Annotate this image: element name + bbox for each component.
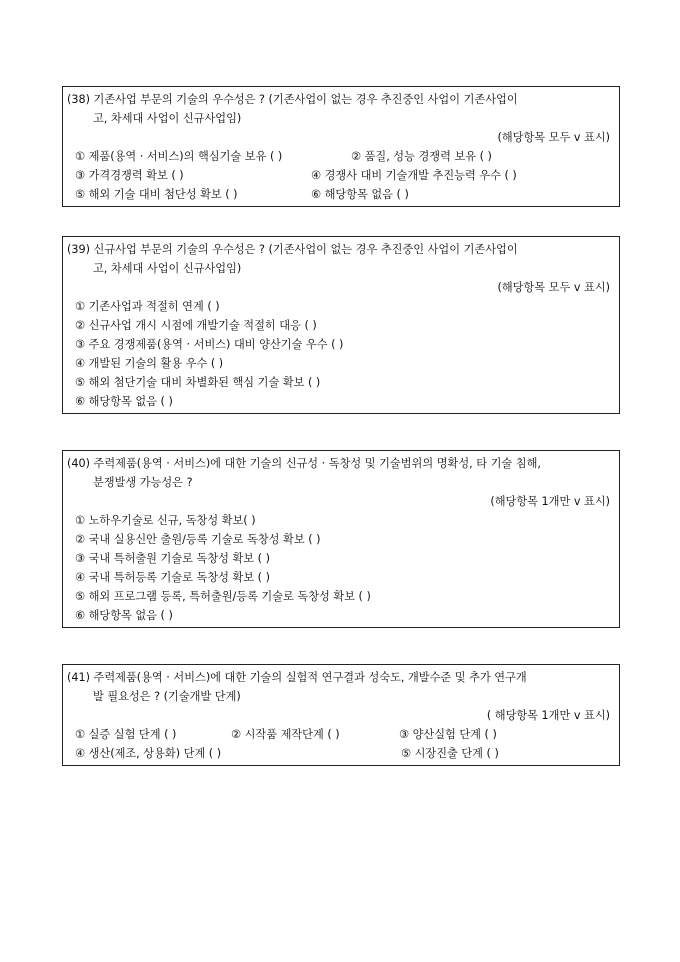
question-38-option-row bbox=[67, 166, 614, 185]
question-41-instruction: ( 해당항목 1개만 v 표시) bbox=[486, 709, 610, 722]
q40-option-5[interactable]: ⑤ 해외 프로그램 등록, 특허출원/등록 기술로 독창성 확보 ( ) bbox=[75, 590, 371, 603]
question-38-box bbox=[62, 86, 620, 207]
question-41-text-cont: 발 필요성은 ? (기술개발 단계) bbox=[93, 690, 241, 703]
question-40-instruction: (해당항목 1개만 v 표시) bbox=[490, 495, 610, 508]
q40-option-2[interactable]: ② 국내 실용신안 출원/등록 기술로 독창성 확보 ( ) bbox=[75, 533, 321, 546]
question-40-text: (40) 주력제품(용역 · 서비스)에 대한 기술의 신규성 · 독창성 및 기술범위의 명확성, 타 기술 침해, bbox=[67, 457, 541, 470]
q39-option-2[interactable]: ② 신규사업 개시 시점에 개발기술 적절히 대응 ( ) bbox=[75, 319, 317, 332]
question-41-box bbox=[62, 664, 620, 766]
q38-option-3[interactable]: ③ 가격경쟁력 확보 ( ) bbox=[75, 169, 184, 182]
q38-option-4[interactable]: ④ 경쟁사 대비 기술개발 추진능력 우수 ( ) bbox=[311, 169, 517, 182]
q38-option-5[interactable]: ⑤ 해외 기술 대비 첨단성 확보 ( ) bbox=[75, 188, 238, 201]
question-41-option-row bbox=[67, 725, 614, 744]
question-38-text-cont: 고, 차세대 사업이 신규사업임) bbox=[93, 112, 242, 125]
q40-option-3[interactable]: ③ 국내 특허출원 기술로 독창성 확보 ( ) bbox=[75, 552, 270, 565]
question-41-option-row bbox=[67, 744, 614, 763]
question-40-box bbox=[62, 450, 620, 628]
q39-option-4[interactable]: ④ 개발된 기술의 활용 우수 ( ) bbox=[75, 357, 224, 370]
q39-option-6[interactable]: ⑥ 해당항목 없음 ( ) bbox=[75, 395, 173, 408]
q40-option-4[interactable]: ④ 국내 특허등록 기술로 독창성 확보 ( ) bbox=[75, 571, 270, 584]
question-38-instruction: (해당항목 모두 v 표시) bbox=[497, 131, 610, 144]
question-40-text-cont: 분쟁발생 가능성은 ? bbox=[93, 476, 193, 489]
q39-option-3[interactable]: ③ 주요 경쟁제품(용역 · 서비스) 대비 양산기술 우수 ( ) bbox=[75, 338, 344, 351]
question-39-text-cont: 고, 차세대 사업이 신규사업임) bbox=[93, 262, 242, 275]
q41-option-2[interactable]: ② 시작품 제작단계 ( ) bbox=[231, 728, 340, 741]
q40-option-1[interactable]: ① 노하우기술로 신규, 독창성 확보( ) bbox=[75, 514, 256, 527]
q38-option-6[interactable]: ⑥ 해당항목 없음 ( ) bbox=[311, 188, 409, 201]
question-41-text: (41) 주력제품(용역 · 서비스)에 대한 기술의 실험적 연구결과 성숙도, 개발수준 및 추가 연구개 bbox=[67, 671, 527, 684]
q41-option-5[interactable]: ⑤ 시장진출 단계 ( ) bbox=[401, 747, 499, 760]
q39-option-1[interactable]: ① 기존사업과 적절히 연계 ( ) bbox=[75, 300, 220, 313]
q41-option-3[interactable]: ③ 양산실험 단계 ( ) bbox=[399, 728, 497, 741]
q40-option-6[interactable]: ⑥ 해당항목 없음 ( ) bbox=[75, 609, 173, 622]
question-39-instruction: (해당항목 모두 v 표시) bbox=[497, 281, 610, 294]
question-39-box bbox=[62, 236, 620, 414]
q41-option-4[interactable]: ④ 생산(제조, 상용화) 단계 ( ) bbox=[75, 747, 222, 760]
q38-option-1[interactable]: ① 제품(용역 · 서비스)의 핵심기술 보유 ( ) bbox=[75, 150, 283, 163]
question-38-text: (38) 기존사업 부문의 기술의 우수성은 ? (기존사업이 없는 경우 추진중인 사업이 기존사업이 bbox=[67, 93, 518, 106]
q39-option-5[interactable]: ⑤ 해외 첨단기술 대비 차별화된 핵심 기술 확보 ( ) bbox=[75, 376, 321, 389]
question-38-option-row bbox=[67, 185, 614, 204]
q38-option-2[interactable]: ② 품질, 성능 경쟁력 보유 ( ) bbox=[351, 150, 492, 163]
question-38-option-row bbox=[67, 147, 614, 166]
q41-option-1[interactable]: ① 실증 실험 단계 ( ) bbox=[75, 728, 177, 741]
question-39-text: (39) 신규사업 부문의 기술의 우수성은 ? (기존사업이 없는 경우 추진중인 사업이 기존사업이 bbox=[67, 243, 518, 256]
